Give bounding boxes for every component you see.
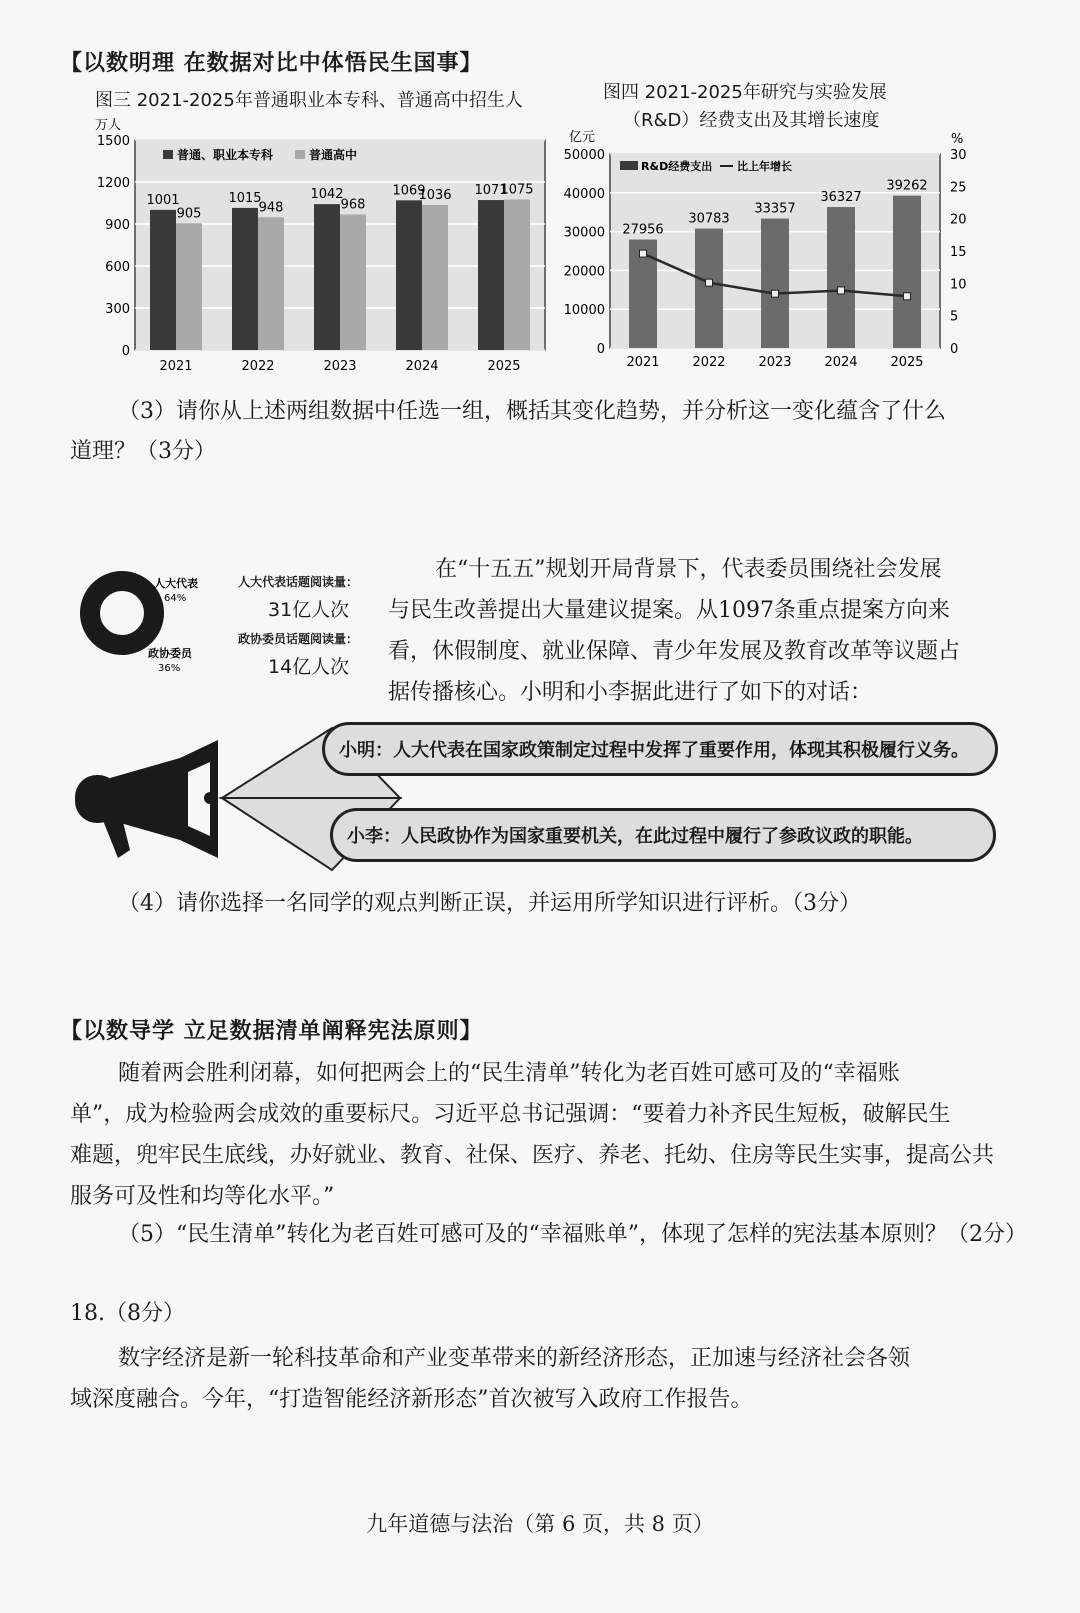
chart4-growth-point: [640, 250, 647, 257]
xiaoli-text: 小李：人民政协作为国家重要机关，在此过程中履行了参政议政的职能。: [347, 826, 923, 847]
question-18-line1: 数字经济是新一轮科技革命和产业变革带来的新经济形态，正加速与经济社会各领: [118, 1346, 911, 1371]
donut-npc-label: 人大代表: [154, 577, 198, 590]
chart3-y-tick-label: 0: [121, 344, 130, 359]
stat-npc-label: 人大代表话题阅读量：: [238, 575, 359, 589]
question-3-line2: 道理？（3分）: [70, 439, 216, 464]
speech-bubble-xiaoli: [330, 808, 996, 862]
chart3-legend-label-1: 普通、职业本专科: [177, 148, 274, 162]
chart4-x-ticks: [626, 355, 923, 370]
chart4-x-tick-label: 2022: [692, 355, 726, 370]
section-heading-2: 【以数导学 立足数据清单阐释宪法原则】: [60, 1019, 483, 1044]
chart3-x-tick-label: 2025: [487, 359, 521, 374]
donut-cppcc-pct: 36%: [158, 663, 181, 674]
intro-line2: 与民生改善提出大量建议提案。从1097条重点提案方向来: [388, 598, 950, 623]
chart4-bar-value: 36327: [820, 190, 862, 206]
chart4-x-tick-label: 2021: [626, 355, 660, 370]
chart4-y-tick-label: 50000: [563, 148, 605, 163]
chart4-y2-tick-label: 20: [950, 212, 967, 228]
stat-cppcc-value: 14亿人次: [268, 656, 350, 678]
chart3-legend-swatch-2: [295, 150, 305, 159]
chart4-x-tick-label: 2023: [758, 355, 792, 370]
chart4-y-tick-label: 10000: [563, 303, 605, 319]
chart4-y2-tick-label: 5: [950, 309, 959, 325]
chart4-bar-value: 27956: [622, 222, 664, 238]
chart4-y2-tick-label: 15: [950, 245, 967, 260]
chart4-unit-left: 亿元: [569, 130, 596, 145]
question-4: （4）请你选择一名同学的观点判断正误，并运用所学知识进行评析。（3分）: [118, 891, 861, 916]
intro-line1: 在“十五五”规划开局背景下，代表委员围绕社会发展: [435, 557, 942, 582]
chart4-legend-label-1: R&D经费支出: [641, 160, 713, 173]
chart3-bar: [232, 208, 258, 350]
chart4-y-tick-label: 40000: [563, 186, 605, 202]
chart4-y-ticks: [564, 148, 605, 357]
section2-line1: 随着两会胜利闭幕，如何把两会上的“民生清单”转化为老百姓可感可及的“幸福账: [118, 1061, 900, 1086]
chart4-bar: [761, 219, 789, 348]
chart3-bar: [150, 210, 176, 350]
chart4-bar: [827, 207, 855, 348]
question-3-line1: （3）请你从上述两组数据中任选一组，概括其变化趋势，并分析这一变化蕴含了什么: [118, 399, 946, 424]
chart3-legend: [163, 147, 357, 162]
chart3-bar-value: 968: [340, 197, 366, 213]
chart3-bar: [314, 204, 340, 350]
chart3-bar: [422, 205, 448, 350]
chart3-bar-value: 1036: [418, 187, 452, 203]
intro-line4: 据传播核心。小明和小李据此进行了如下的对话：: [388, 680, 873, 705]
section2-line2: 单”，成为检验两会成效的重要标尺。习近平总书记强调：“要着力补齐民生短板，破解民生: [70, 1102, 951, 1127]
chart3-title: 图三 2021-2025年普通职业本专科、普通高中招生人: [95, 90, 523, 111]
chart4-bar: [695, 229, 723, 348]
chart3-bar-value: 1069: [392, 183, 426, 199]
chart3-bar-value: 1015: [228, 190, 262, 206]
chart3-unit-label: 万人: [95, 118, 122, 133]
chart3-bar-value: 948: [258, 200, 284, 216]
chart4-growth-point: [706, 279, 713, 286]
chart3-bar-value: 1075: [500, 182, 534, 198]
stat-npc-value: 31亿人次: [268, 599, 350, 621]
chart4-y2-tick-label: 10: [950, 277, 967, 293]
chart4-legend-swatch-1: [620, 161, 638, 170]
chart4-x-tick-label: 2024: [824, 355, 858, 370]
intro-line3: 看，休假制度、就业保障、青少年发展及教育改革等议题占: [388, 639, 961, 664]
chart3-x-tick-label: 2021: [159, 359, 193, 374]
donut-npc-pct: 64%: [164, 593, 187, 604]
chart4-svg: [555, 125, 995, 380]
chart3-bar: [176, 223, 202, 350]
chart4-legend: [620, 159, 792, 173]
chart3-y-tick-label: 600: [105, 260, 130, 275]
question-5: （5）“民生清单”转化为老百姓可感可及的“幸福账单”，体现了怎样的宪法基本原则？（2分）: [118, 1222, 1027, 1247]
chart4-y2-tick-label: 25: [950, 180, 967, 196]
chart3-bar-value: 905: [176, 206, 202, 222]
chart4-title-line1: 图四 2021-2025年研究与实验发展: [603, 82, 887, 103]
chart3-legend-label-2: 普通高中: [309, 148, 358, 162]
chart4-y2-tick-label: 30: [950, 148, 967, 163]
chart4-growth-point: [772, 290, 779, 297]
section-heading-1: 【以数明理 在数据对比中体悟民生国事】: [60, 51, 483, 76]
question-18-line2: 域深度融合。今年，“打造智能经济新形态”首次被写入政府工作报告。: [70, 1387, 753, 1412]
chart3-bar: [504, 200, 530, 351]
chart3-y-tick-label: 1500: [96, 134, 130, 149]
chart3-x-tick-label: 2022: [241, 359, 275, 374]
section2-line4: 服务可及性和均等化水平。”: [70, 1184, 335, 1209]
donut-ring: [90, 581, 154, 645]
chart3-x-ticks: [159, 359, 520, 374]
chart3-bar-value: 1001: [146, 192, 180, 208]
chart4-bar-value: 33357: [754, 201, 796, 217]
speech-bubble-xiaoming: [322, 722, 998, 776]
chart4-growth-point: [904, 293, 911, 300]
chart3-x-tick-label: 2024: [405, 359, 439, 374]
chart4-y2-tick-label: 0: [950, 342, 959, 357]
chart4-y2-ticks: [950, 148, 967, 357]
donut-chart: [60, 565, 230, 685]
stat-cppcc-label: 政协委员话题阅读量：: [238, 632, 359, 646]
xiaoming-text: 小明：人大代表在国家政策制定过程中发挥了重要作用，体现其积极履行义务。: [339, 740, 969, 761]
chart3-x-tick-label: 2023: [323, 359, 357, 374]
chart3-bar: [340, 214, 366, 350]
chart3-y-tick-label: 1200: [96, 176, 130, 191]
chart4-y-tick-label: 0: [596, 342, 605, 357]
chart4-x-tick-label: 2025: [890, 355, 924, 370]
chart4-bar-value: 30783: [688, 211, 730, 227]
chart3-y-tick-label: 900: [105, 218, 130, 233]
section2-line3: 难题，兜牢民生底线，办好就业、教育、社保、医疗、养老、托幼、住房等民生实事，提高公共: [70, 1143, 995, 1168]
chart3-bar: [258, 217, 284, 350]
chart3-svg: [85, 115, 555, 385]
chart4-y-tick-label: 20000: [563, 264, 605, 280]
chart4-y-tick-label: 30000: [563, 225, 605, 241]
chart4-legend-label-2: 比上年增长: [737, 160, 792, 173]
chart4-unit-right: %: [951, 132, 964, 147]
donut-cppcc-label: 政协委员: [148, 647, 192, 660]
page-footer: 九年道德与法治（第 6 页，共 8 页）: [366, 1512, 714, 1536]
chart4-bar-value: 39262: [886, 178, 928, 194]
chart4-growth-point: [838, 287, 845, 294]
chart3-y-ticks: [97, 134, 130, 359]
question-18-number: 18.（8分）: [70, 1301, 185, 1326]
chart3-legend-swatch-1: [163, 150, 173, 159]
chart3-bar-value: 1042: [310, 187, 344, 203]
chart3-y-tick-label: 300: [105, 302, 130, 317]
chart4-title-line2: （R&D）经费支出及其增长速度: [623, 110, 880, 131]
chart4-bar: [893, 196, 921, 348]
chart3-bar-value: 1071: [474, 183, 508, 199]
chart3-bar: [478, 200, 504, 350]
chart3-bar: [396, 200, 422, 350]
